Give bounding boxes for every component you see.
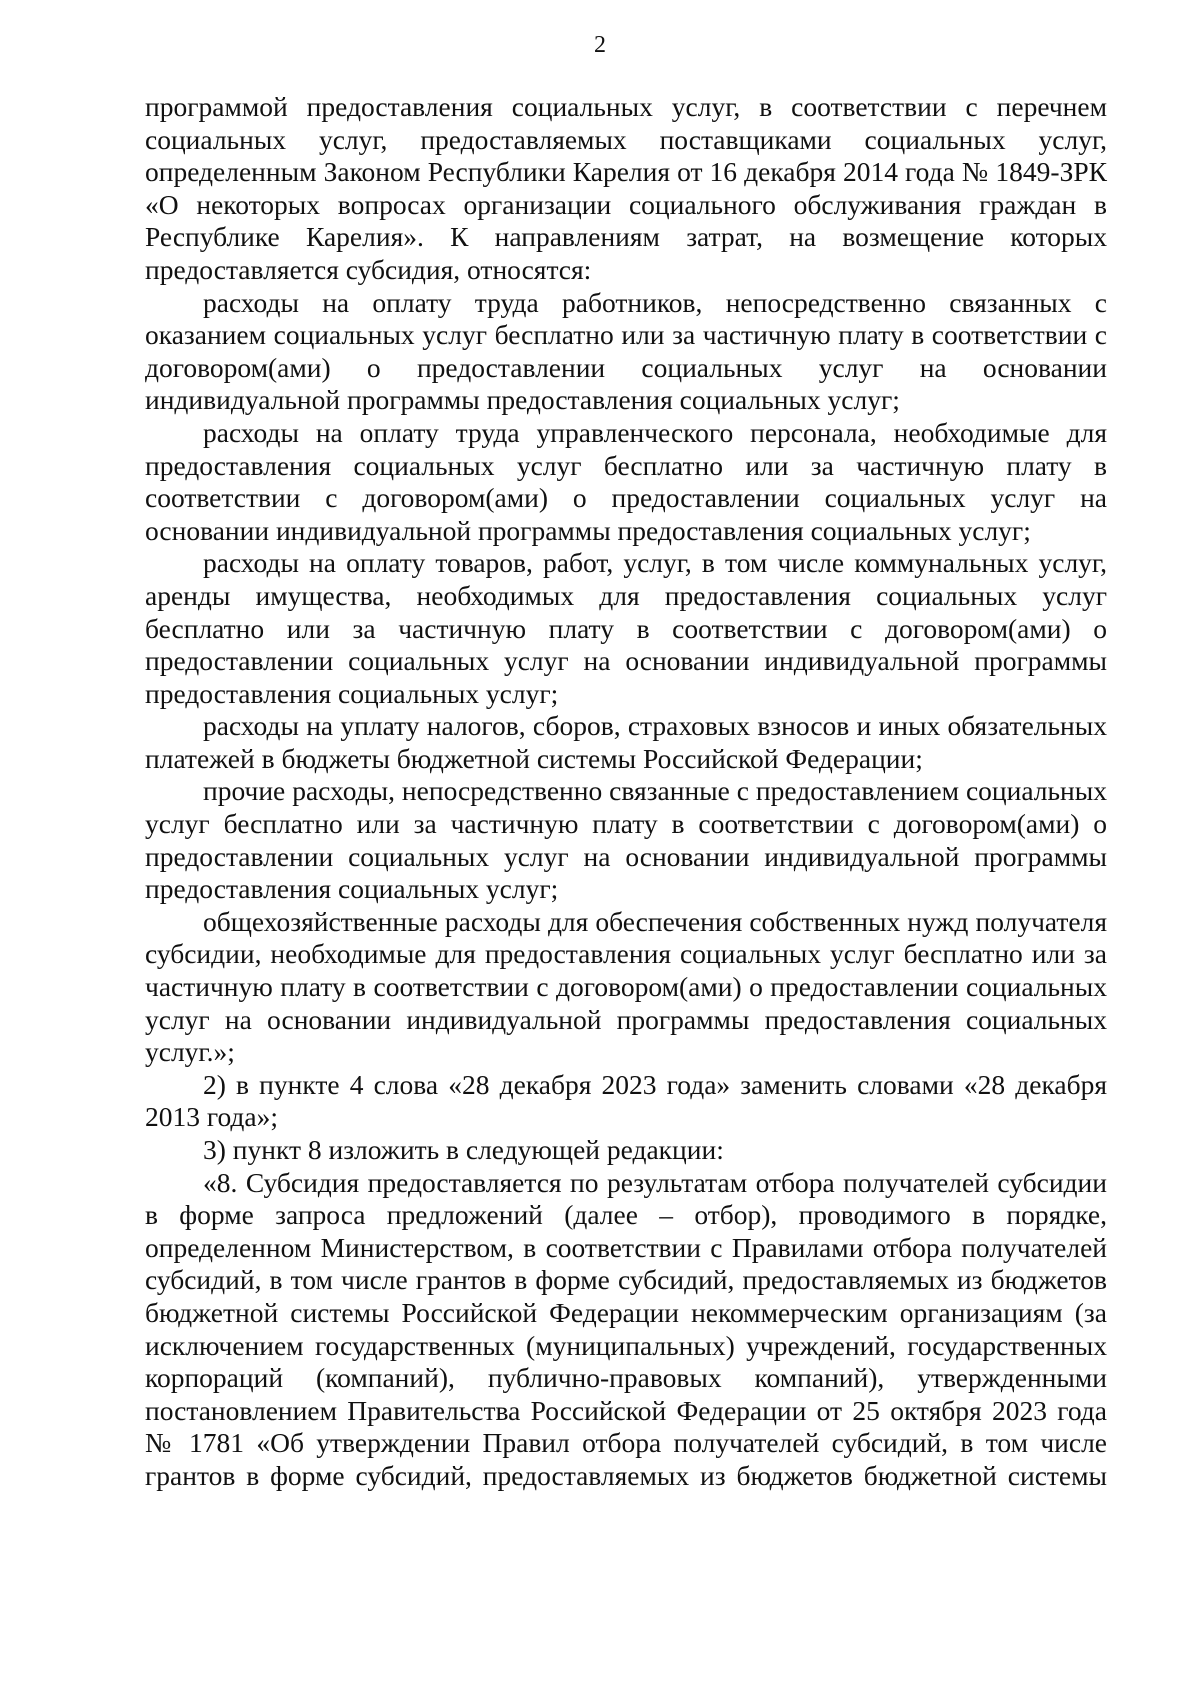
paragraph-other-costs: прочие расходы, непосредственно связанные с предоставлением социальных услуг бесплатно или за частичную плату в соответствии с договором(ами) о предоставлении социальных услуг на основании индивидуальной программы предоставления социальных услуг; (145, 775, 1107, 905)
page-number: 2 (594, 32, 606, 58)
paragraph-general-costs: общехозяйственные расходы для обеспечения собственных нужд получателя субсидии, необходимые для предоставления социальных услуг бесплатно или за частичную плату в соответствии с договором(ами) о предоставлении социальных услуг на основании индивидуальной программы предоставления социальных услуг.»; (145, 905, 1107, 1068)
paragraph-item-3: 3) пункт 8 изложить в следующей редакции: (203, 1134, 724, 1165)
paragraph-goods-services-costs: расходы на оплату товаров, работ, услуг, в том числе коммунальных услуг, аренды имущества, необходимых для предоставления социальных услуг бесплатно или за частичную плату в соответствии с договором(ами) о предоставлении социальных услуг на основании индивидуальной программы предоставления социальных услуг; (145, 547, 1107, 709)
paragraph-item-8: «8. Субсидия предоставляется по результатам отбора получателей субсидии в форме запроса предложений (далее – отбор), проводимого в порядке, определенном Министерством, в соответствии с Правилами отбора получателей субсидий, в том числе грантов в форме субсидий, предоставляемых из бюджетов бюджетной системы Российской Федерации некоммерческим организациям (за исключением государственных (муниципальных) учреждений, государственных корпораций (компаний), публично-правовых компаний), утвержденными постановлением Правительства Российской Федерации от 25 октября 2023 года № 1781 «Об утверждении Правил отбора получателей субсидий, в том числе грантов в форме субсидий, предоставляемых из бюджетов бюджетной системы (145, 1166, 1107, 1491)
paragraph-taxes-costs: расходы на уплату налогов, сборов, страховых взносов и иных обязательных платежей в бюджеты бюджетной системы Российской Федерации; (145, 710, 1107, 774)
document-body (145, 91, 1107, 1493)
paragraph-continuation: программой предоставления социальных услуг, в соответствии с перечнем социальных услуг, предоставляемых поставщиками социальных услуг, определенным Законом Республики Карелия от 16 декабря 2014 года № 1849-ЗРК «О некоторых вопросах организации социального обслуживания граждан в Республике Карелия». К направлениям затрат, на возмещение которых предоставляется субсидия, относятся: (145, 91, 1107, 285)
paragraph-labor-costs: расходы на оплату труда работников, непосредственно связанных с оказанием социальных услуг бесплатно или за частичную плату в соответствии с договором(ами) о предоставлении социальных услуг на основании индивидуальной программы предоставления социальных услуг; (145, 286, 1107, 416)
paragraph-management-costs: расходы на оплату труда управленческого персонала, необходимые для предоставления социальных услуг бесплатно или за частичную плату в соответствии с договором(ами) о предоставлении социальных услуг на основании индивидуальной программы предоставления социальных услуг; (145, 416, 1107, 546)
paragraph-item-2: 2) в пункте 4 слова «28 декабря 2023 года» заменить словами «28 декабря 2013 года»; (145, 1068, 1107, 1133)
